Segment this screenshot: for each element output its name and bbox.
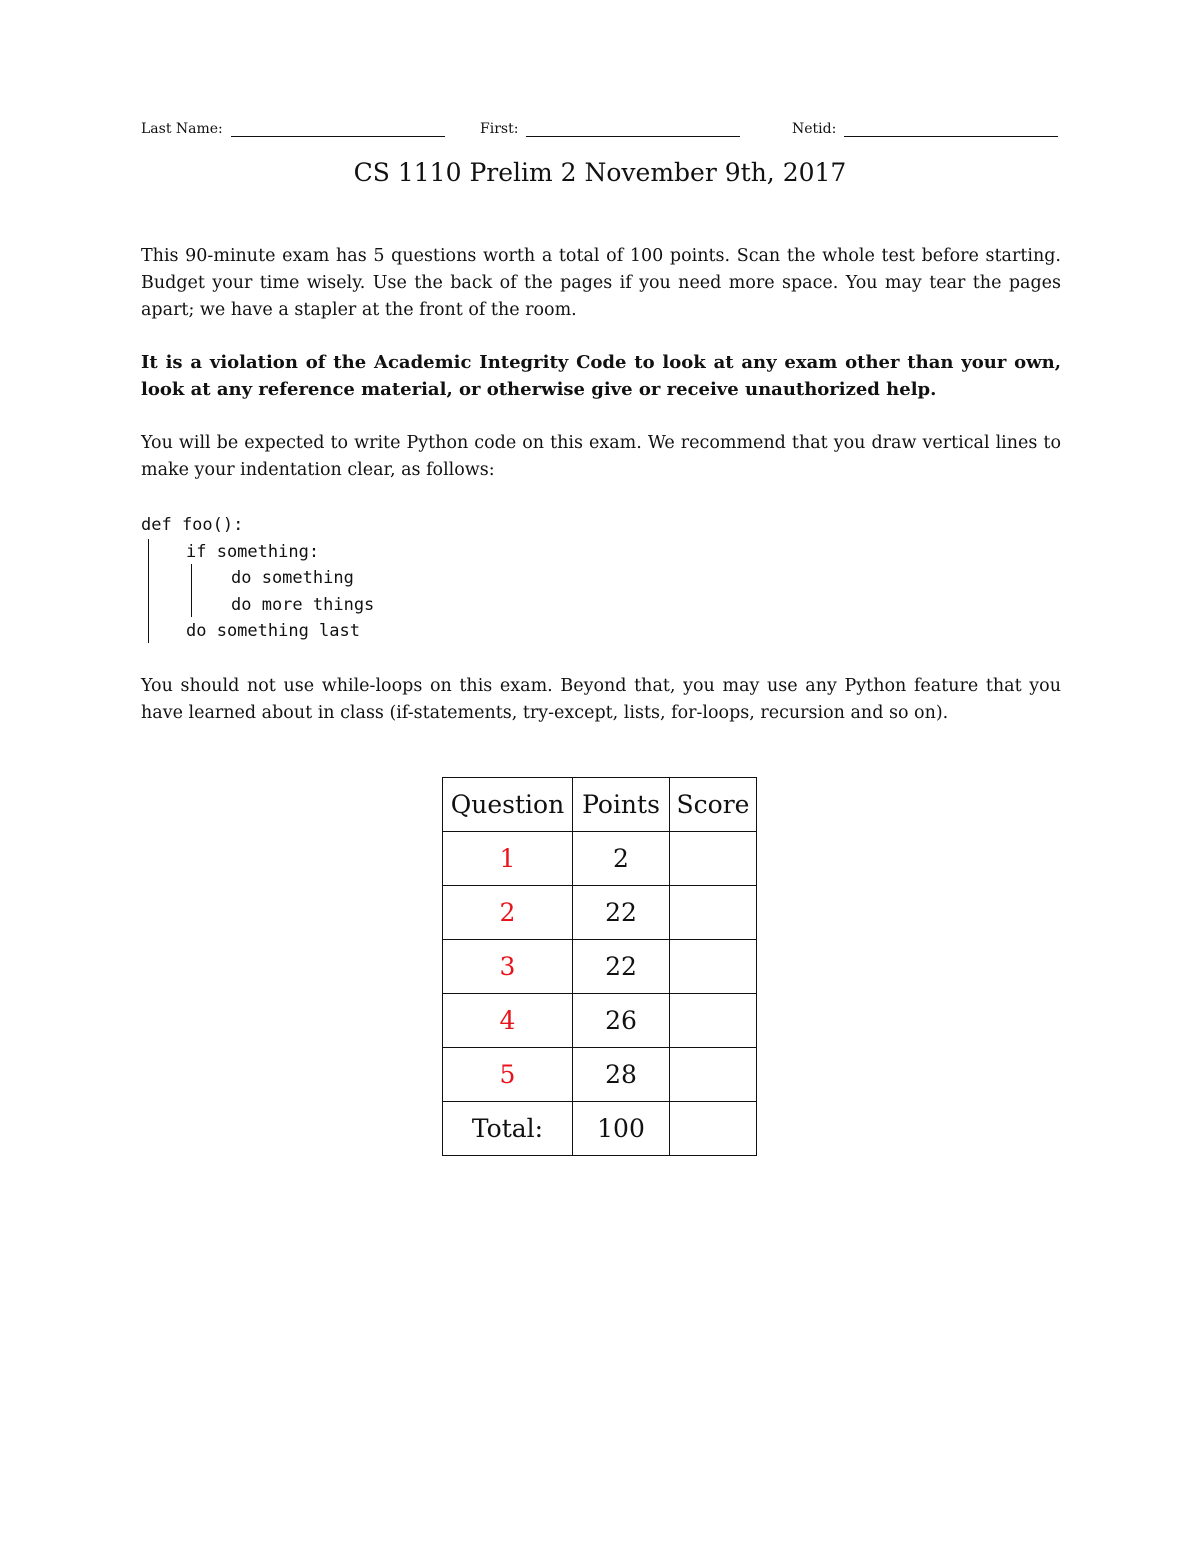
question-number: 5 — [443, 1048, 573, 1102]
question-score-cell[interactable] — [670, 940, 757, 994]
total-label: Total: — [443, 1102, 573, 1156]
last-name-blank[interactable] — [231, 116, 445, 137]
python-paragraph: You will be expected to write Python code on this exam. We recommend that you draw vertical lines to make your indentation clear, as follows: — [141, 433, 1061, 480]
total-score-cell[interactable] — [670, 1102, 757, 1156]
question-score-cell[interactable] — [670, 1048, 757, 1102]
code-line: do something — [231, 568, 354, 588]
header-score: Score — [670, 778, 757, 832]
indent-guide-line — [191, 564, 192, 617]
table-total-row — [443, 1102, 757, 1156]
code-line: do more things — [231, 594, 375, 615]
first-name-blank[interactable] — [526, 116, 740, 137]
netid-blank[interactable] — [844, 116, 1058, 137]
question-score-cell[interactable] — [670, 994, 757, 1048]
netid-label: Netid: — [792, 121, 837, 137]
table-row — [443, 886, 757, 940]
first-name-label: First: — [480, 121, 519, 137]
score-table — [442, 777, 757, 1156]
header-points: Points — [573, 778, 670, 832]
final-paragraph: You should not use while-loops on this exam. Beyond that, you may use any Python feature that you have learned about in class (if-statements, try-except, lists, for-loops, recursion and so on). — [141, 676, 1061, 723]
question-score-cell[interactable] — [670, 886, 757, 940]
netid-field — [792, 116, 1058, 137]
header-question: Question — [443, 778, 573, 832]
table-row — [443, 832, 757, 886]
table-header-row — [443, 778, 757, 832]
code-line: def foo(): — [141, 515, 244, 535]
question-number: 3 — [443, 940, 573, 994]
integrity-paragraph: It is a violation of the Academic Integrity Code to look at any exam other than your own, look at any reference material, or otherwise give or receive unauthorized help. — [141, 352, 1061, 400]
table-row — [443, 1048, 757, 1102]
total-points: 100 — [573, 1102, 670, 1156]
last-name-label: Last Name: — [141, 121, 223, 137]
question-points: 2 — [573, 832, 670, 886]
question-number: 2 — [443, 886, 573, 940]
name-fields-row — [141, 116, 1061, 142]
first-name-field — [480, 116, 740, 137]
indent-guide-line — [148, 539, 149, 643]
table-row — [443, 940, 757, 994]
code-line: if something: — [186, 541, 320, 562]
code-line: do something last — [186, 621, 360, 641]
question-points: 22 — [573, 886, 670, 940]
question-points: 28 — [573, 1048, 670, 1102]
last-name-field — [141, 116, 445, 137]
exam-title: CS 1110 Prelim 2 November 9th, 2017 — [353, 158, 847, 187]
question-number: 1 — [443, 832, 573, 886]
intro-paragraph: This 90-minute exam has 5 questions worth a total of 100 points. Scan the whole test before starting. Budget your time wisely. Use the back of the pages if you need more space. You may tear the pages apart; we have a stapler at the front of the room. — [141, 246, 1061, 320]
question-score-cell[interactable] — [670, 832, 757, 886]
question-number: 4 — [443, 994, 573, 1048]
question-points: 22 — [573, 940, 670, 994]
table-row — [443, 994, 757, 1048]
question-points: 26 — [573, 994, 670, 1048]
